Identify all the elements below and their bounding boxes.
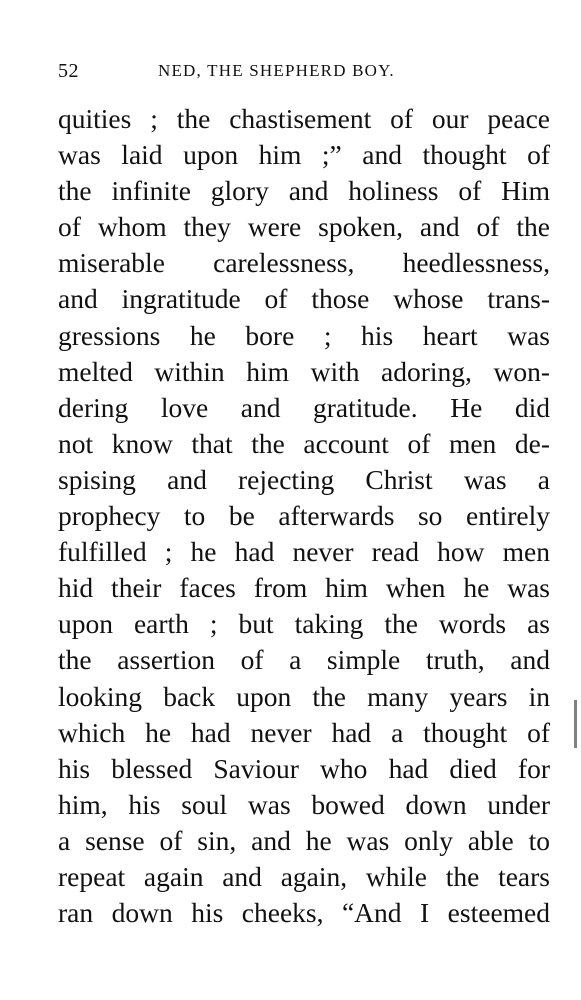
running-head xyxy=(58,56,548,86)
text-line: the infinite glory and holiness of Him xyxy=(58,175,550,207)
text-line: upon earth ; but taking the words as xyxy=(58,608,550,640)
page-number: 52 xyxy=(58,60,79,82)
text-line: the assertion of a simple truth, and xyxy=(58,644,550,676)
text-line: his blessed Saviour who had died for xyxy=(58,752,550,784)
text-line: repeat again and again, while the tears xyxy=(58,860,550,892)
page-edge-mark xyxy=(574,700,577,748)
running-title: NED, THE SHEPHERD BOY. xyxy=(158,61,395,80)
text-line: dering love and gratitude. He did xyxy=(58,391,550,423)
text-line: him, his soul was bowed down under xyxy=(58,788,550,820)
body-text xyxy=(58,101,550,931)
text-line: and ingratitude of those whose trans- xyxy=(58,283,550,315)
text-line: a sense of sin, and he was only able to xyxy=(58,824,550,856)
text-line: which he had never had a thought of xyxy=(58,716,550,748)
text-line: hid their faces from him when he was xyxy=(58,572,550,604)
text-line: fulfilled ; he had never read how men xyxy=(58,536,550,568)
text-line: of whom they were spoken, and of the xyxy=(58,211,550,243)
text-line: gressions he bore ; his heart was xyxy=(58,319,550,351)
text-line: quities ; the chastisement of our peace xyxy=(58,103,550,134)
text-line: miserable carelessness, heedlessness, xyxy=(58,247,550,279)
text-line: not know that the account of men de- xyxy=(58,427,550,459)
text-line: looking back upon the many years in xyxy=(58,680,550,712)
text-line: was laid upon him ;” and thought of xyxy=(58,139,550,171)
text-line: ran down his cheeks, “And I esteemed xyxy=(58,897,550,929)
text-line: prophecy to be afterwards so entirely xyxy=(58,500,550,532)
text-line: melted within him with adoring, won- xyxy=(58,355,550,387)
text-line: spising and rejecting Christ was a xyxy=(58,463,550,495)
